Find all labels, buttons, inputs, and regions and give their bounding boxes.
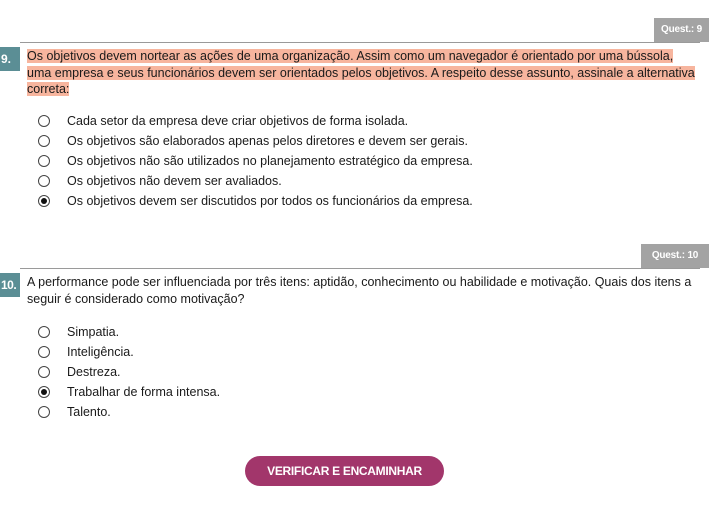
question-body: [0, 273, 709, 308]
answer-option-label: Destreza.: [67, 365, 121, 379]
answer-option-label: Cada setor da empresa deve criar objetivos de forma isolada.: [67, 114, 409, 128]
answer-option[interactable]: [38, 171, 473, 191]
radio-button[interactable]: [38, 115, 50, 127]
question-header-line: [20, 18, 700, 43]
radio-button[interactable]: [38, 155, 50, 167]
radio-button[interactable]: [38, 175, 50, 187]
answer-options: [38, 322, 220, 422]
answer-option[interactable]: [38, 342, 220, 362]
question-text: [27, 47, 700, 99]
answer-option-label: Os objetivos são elaborados apenas pelos diretores e devem ser gerais.: [67, 134, 468, 148]
radio-button[interactable]: [38, 386, 50, 398]
radio-button[interactable]: [38, 195, 50, 207]
radio-button[interactable]: [38, 135, 50, 147]
radio-button[interactable]: [38, 346, 50, 358]
answer-option-label: Os objetivos não são utilizados no planejamento estratégico da empresa.: [67, 154, 473, 168]
answer-options: [38, 111, 473, 211]
answer-option-label: Os objetivos não devem ser avaliados.: [67, 174, 282, 188]
question-text: A performance pode ser influenciada por três itens: aptidão, conhecimento ou habilidade e motivação. Quais dos itens a seguir é considerado como motivação?: [27, 275, 692, 306]
answer-option-label: Simpatia.: [67, 325, 120, 339]
question-tag: Quest.: 9: [654, 18, 709, 42]
radio-button[interactable]: [38, 326, 50, 338]
question-9: [0, 18, 709, 208]
question-10: [0, 244, 709, 419]
answer-option-label: Talento.: [67, 405, 111, 419]
question-header-line: [20, 244, 700, 269]
answer-option-label: Trabalhar de forma intensa.: [67, 385, 221, 399]
answer-option[interactable]: [38, 131, 473, 151]
question-text-highlighted: Os objetivos devem nortear as ações de uma organização. Assim como um navegador é orientado por uma bússola, uma empresa e seus funcionários devem ser orientados pelos objetivos. A respeito desse assunto, assinale a alternativa correta:: [27, 49, 695, 96]
answer-option-label: Os objetivos devem ser discutidos por todos os funcionários da empresa.: [67, 194, 473, 208]
answer-option[interactable]: [38, 362, 220, 382]
answer-option[interactable]: [38, 382, 220, 402]
answer-option[interactable]: [38, 402, 220, 422]
answer-option[interactable]: [38, 322, 220, 342]
answer-option[interactable]: [38, 151, 473, 171]
verify-and-submit-button[interactable]: VERIFICAR E ENCAMINHAR: [245, 456, 444, 486]
answer-option-label: Inteligência.: [67, 345, 134, 359]
radio-button[interactable]: [38, 366, 50, 378]
answer-option[interactable]: [38, 191, 473, 211]
answer-option[interactable]: [38, 111, 473, 131]
question-number: 10.: [0, 273, 20, 297]
question-number: 9.: [0, 47, 20, 71]
question-body: [0, 47, 709, 99]
radio-button[interactable]: [38, 406, 50, 418]
question-tag: Quest.: 10: [641, 244, 709, 268]
